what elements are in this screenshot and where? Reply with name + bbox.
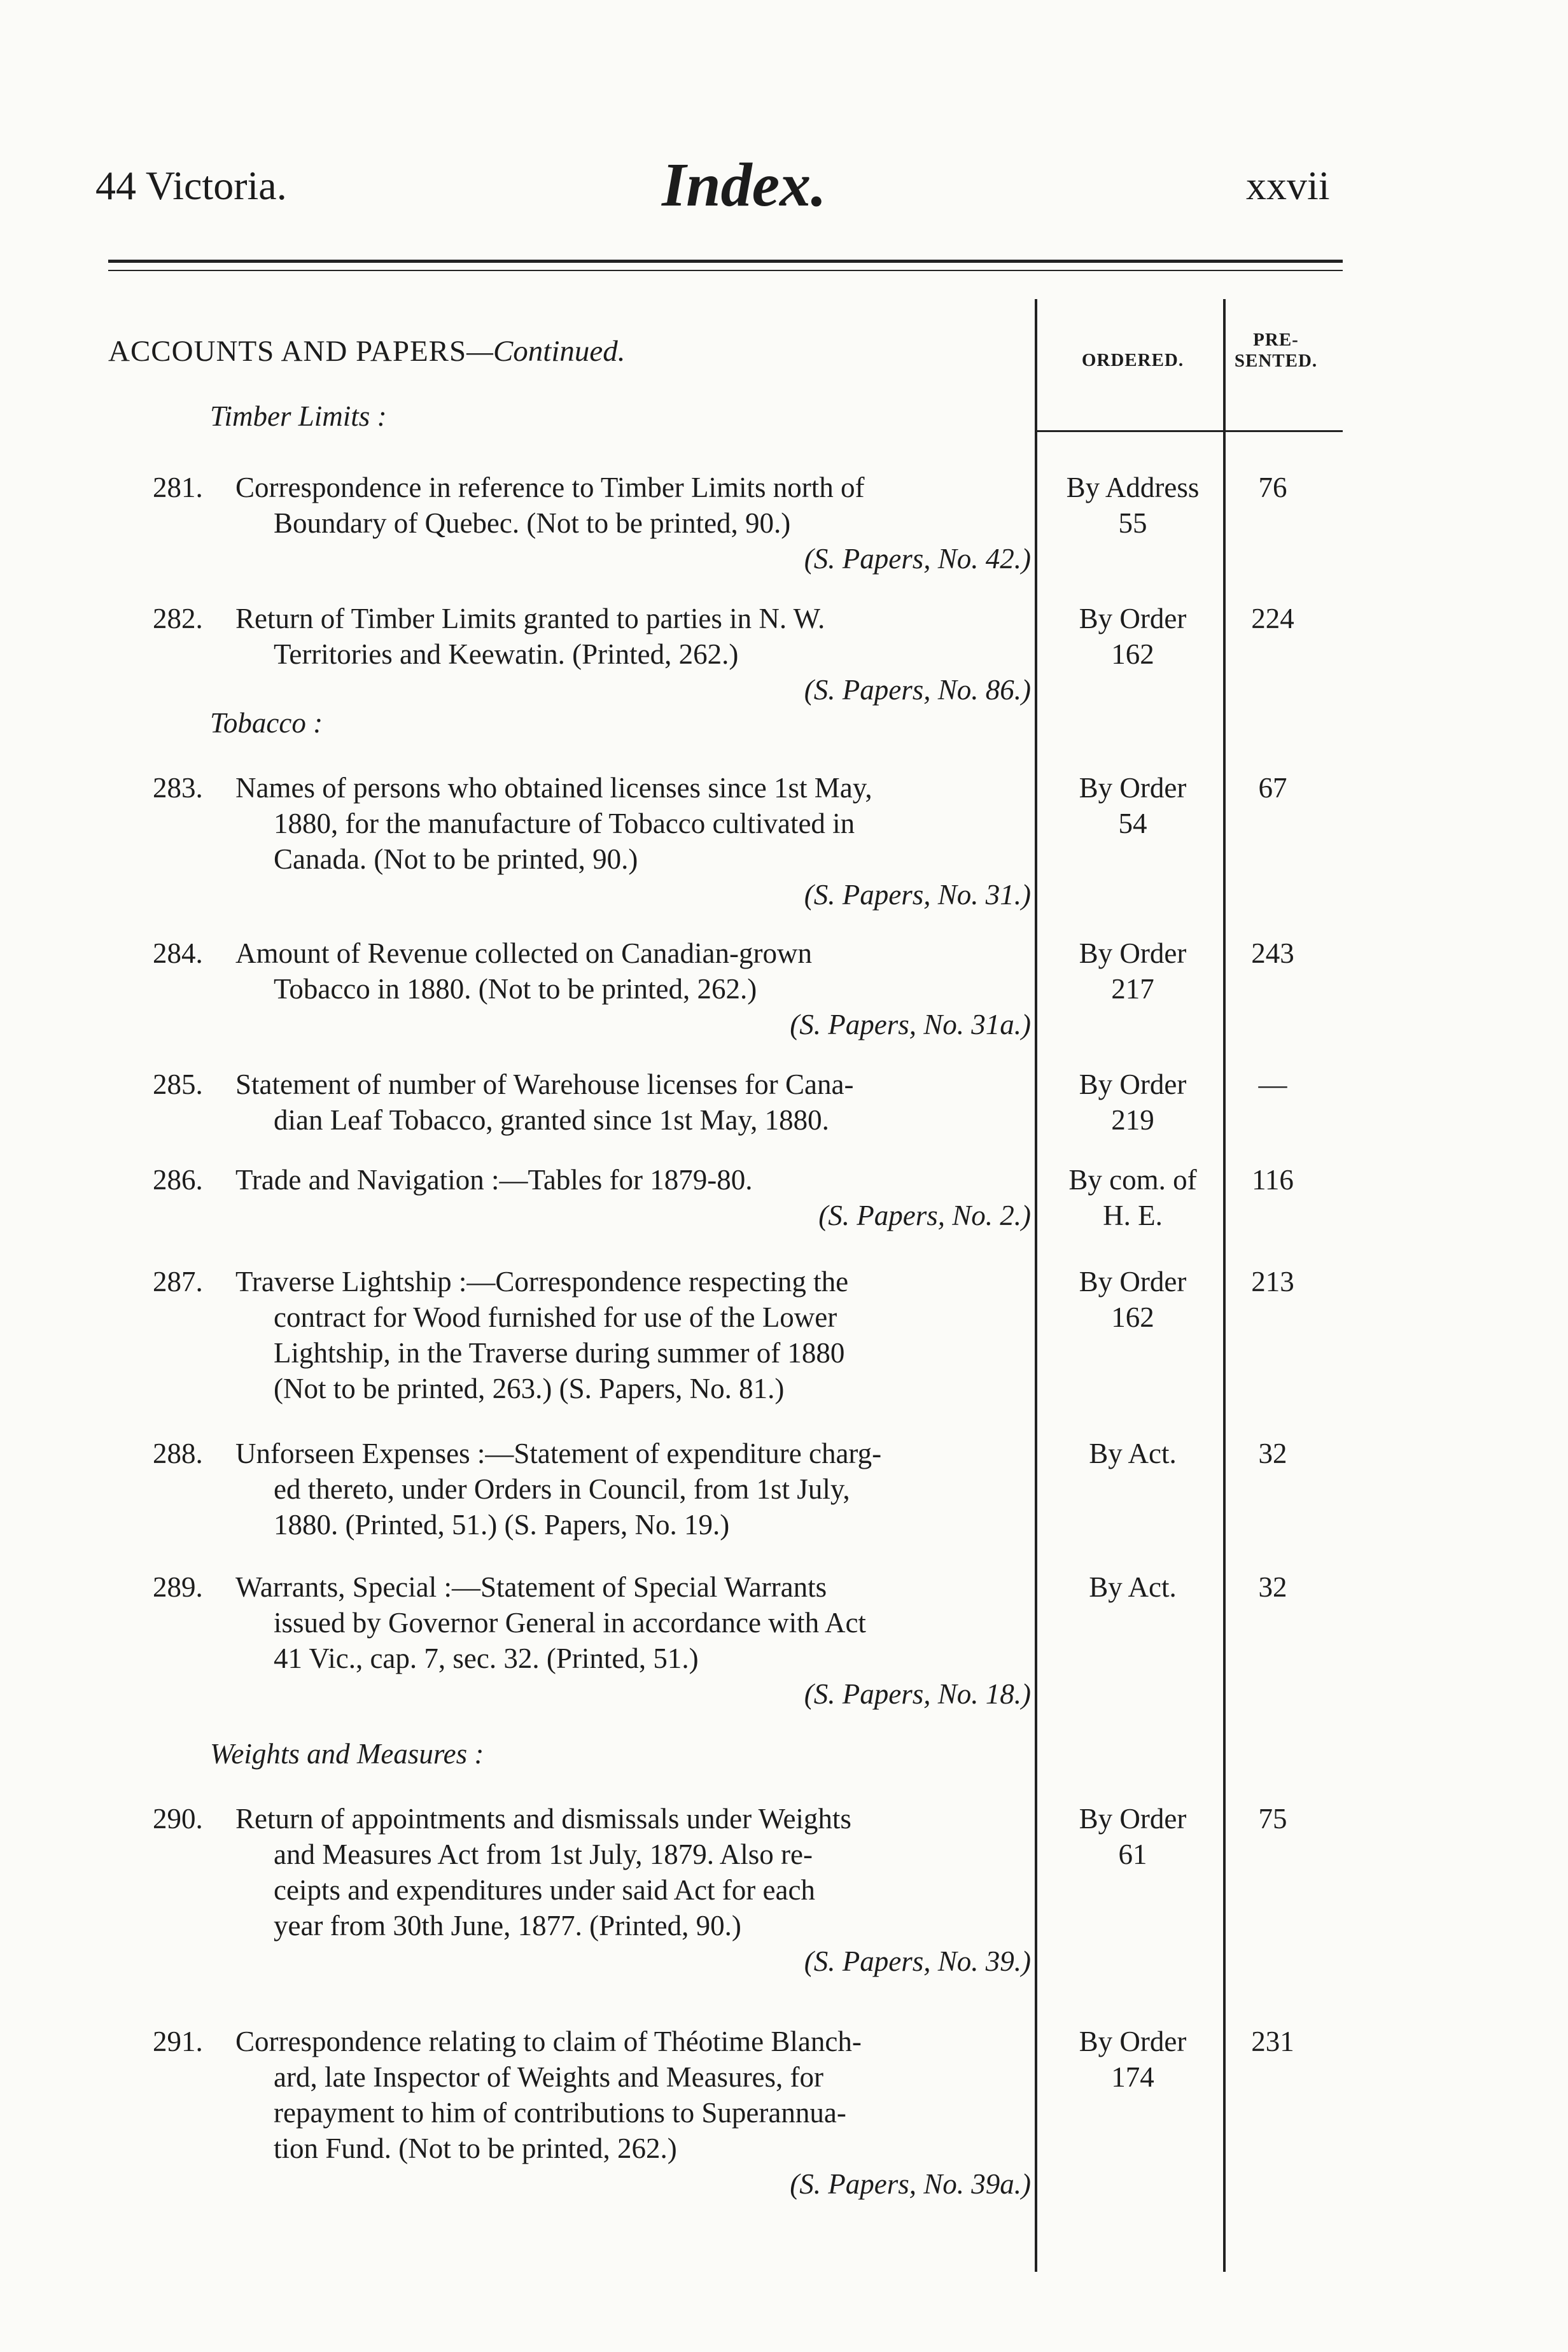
entry-290	[153, 1801, 1031, 1979]
ordered-289: By Act.	[1089, 1571, 1177, 1603]
entry-line: Correspondence relating to claim of Théotime Blanch-	[235, 2026, 862, 2057]
entry-line: ard, late Inspector of Weights and Measures, for	[274, 2061, 824, 2093]
page-title: Index.	[662, 151, 827, 220]
entry-number: 286.	[153, 1164, 203, 1196]
ordered-291: By Order 174	[1079, 2026, 1187, 2093]
presented-289: 32	[1258, 1571, 1287, 1603]
entry-reference: (S. Papers, No. 18.)	[804, 1678, 1031, 1710]
entry-number: 285.	[153, 1068, 203, 1100]
column-ordered-heading: ORDERED.	[1081, 350, 1184, 370]
entry-line: tion Fund. (Not to be printed, 262.)	[274, 2132, 677, 2164]
entry-number: 288.	[153, 1438, 203, 1469]
presented-283: 67	[1258, 772, 1287, 804]
entry-reference: (S. Papers, No. 31.)	[804, 879, 1031, 911]
entry-line: Statement of number of Warehouse licenses for Cana-	[235, 1068, 854, 1100]
entry-line: Correspondence in reference to Timber Limits north of	[235, 472, 865, 503]
entry-line: 1880, for the manufacture of Tobacco cultivated in	[274, 808, 855, 839]
column-divider-presented	[1223, 299, 1226, 2272]
entry-line: Amount of Revenue collected on Canadian-grown	[235, 937, 812, 969]
column-presented-heading: PRE- SENTED.	[1234, 330, 1318, 371]
entry-291	[153, 2024, 1031, 2202]
entry-line: Lightship, in the Traverse during summer of 1880	[274, 1337, 845, 1369]
subheading-tobacco: Tobacco :	[210, 707, 323, 739]
ordered-286: By com. of H. E.	[1068, 1164, 1197, 1231]
entry-line: (Not to be printed, 263.) (S. Papers, No. 81.)	[274, 1373, 785, 1404]
entry-288	[153, 1436, 1031, 1543]
entry-line: issued by Governor General in accordance with Act	[274, 1607, 866, 1639]
ordered-287: By Order 162	[1079, 1266, 1187, 1333]
entry-number: 291.	[153, 2026, 203, 2057]
entry-reference: (S. Papers, No. 2.)	[818, 1200, 1031, 1231]
entry-reference: (S. Papers, No. 39a.)	[790, 2168, 1031, 2200]
entry-number: 284.	[153, 937, 203, 969]
header-rule-bottom	[108, 270, 1343, 271]
entry-number: 282.	[153, 603, 203, 634]
presented-284: 243	[1251, 937, 1294, 969]
section-title: ACCOUNTS AND PAPERS—Continued.	[108, 335, 626, 368]
header-left: 44 Victoria.	[95, 163, 287, 208]
entry-number: 289.	[153, 1571, 203, 1603]
presented-291: 231	[1251, 2026, 1294, 2057]
entry-line: Trade and Navigation :—Tables for 1879-80.	[235, 1164, 753, 1196]
page-number: xxvii	[1246, 163, 1330, 208]
entry-line: 41 Vic., cap. 7, sec. 32. (Printed, 51.)	[274, 1642, 699, 1674]
ordered-288: By Act.	[1089, 1438, 1177, 1469]
ordered-281: By Address 55	[1066, 472, 1200, 539]
entry-line: 1880. (Printed, 51.) (S. Papers, No. 19.)	[274, 1509, 730, 1541]
presented-288: 32	[1258, 1438, 1287, 1469]
entry-number: 287.	[153, 1266, 203, 1298]
entry-number: 281.	[153, 472, 203, 503]
entry-line: Return of Timber Limits granted to parties in N. W.	[235, 603, 825, 634]
entry-line: and Measures Act from 1st July, 1879. Also re-	[274, 1838, 813, 1870]
subheading-timber-limits: Timber Limits :	[210, 400, 387, 432]
entry-284	[153, 935, 1031, 1042]
entry-number: 290.	[153, 1803, 203, 1835]
entry-number: 283.	[153, 772, 203, 804]
entry-reference: (S. Papers, No. 39.)	[804, 1945, 1031, 1977]
presented-282: 224	[1251, 603, 1294, 634]
entry-line: Warrants, Special :—Statement of Special Warrants	[235, 1571, 827, 1603]
entry-line: Tobacco in 1880. (Not to be printed, 262.)	[274, 973, 757, 1005]
entry-line: dian Leaf Tobacco, granted since 1st May, 1880.	[274, 1104, 829, 1136]
entry-289	[153, 1569, 1031, 1712]
entry-reference: (S. Papers, No. 31a.)	[790, 1009, 1031, 1040]
presented-285: —	[1258, 1068, 1287, 1100]
column-divider-ordered	[1035, 299, 1037, 2272]
entry-line: Unforseen Expenses :—Statement of expenditure charg-	[235, 1438, 882, 1469]
entry-line: repayment to him of contributions to Superannua-	[274, 2097, 846, 2129]
presented-286: 116	[1252, 1164, 1294, 1196]
presented-290: 75	[1258, 1803, 1287, 1835]
entry-line: ed thereto, under Orders in Council, from 1st July,	[274, 1473, 850, 1505]
entry-line: Names of persons who obtained licenses since 1st May,	[235, 772, 872, 804]
entry-line: ceipts and expenditures under said Act for each	[274, 1874, 815, 1906]
ordered-282: By Order 162	[1079, 603, 1187, 670]
entry-281	[153, 470, 1031, 577]
header-rule-top	[108, 260, 1343, 263]
entry-line: year from 30th June, 1877. (Printed, 90.)	[274, 1910, 741, 1942]
presented-287: 213	[1251, 1266, 1294, 1298]
entry-line: Return of appointments and dismissals under Weights	[235, 1803, 851, 1835]
entry-287	[153, 1264, 1031, 1406]
ordered-285: By Order 219	[1079, 1068, 1187, 1136]
ordered-290: By Order 61	[1079, 1803, 1187, 1870]
entry-286	[153, 1162, 1031, 1233]
subheading-weights-measures: Weights and Measures :	[210, 1738, 484, 1770]
entry-reference: (S. Papers, No. 42.)	[804, 543, 1031, 575]
presented-281: 76	[1258, 472, 1287, 503]
column-heading-rule	[1037, 430, 1343, 432]
entry-line: contract for Wood furnished for use of the Lower	[274, 1301, 837, 1333]
ordered-283: By Order 54	[1079, 772, 1187, 839]
entry-282	[153, 601, 1031, 708]
entry-283	[153, 770, 1031, 913]
entry-reference: (S. Papers, No. 86.)	[804, 674, 1031, 706]
entry-line: Boundary of Quebec. (Not to be printed, 90.)	[274, 507, 791, 539]
entry-line: Canada. (Not to be printed, 90.)	[274, 843, 638, 875]
entry-line: Territories and Keewatin. (Printed, 262.)	[274, 638, 739, 670]
entry-line: Traverse Lightship :—Correspondence respecting the	[235, 1266, 849, 1298]
ordered-284: By Order 217	[1079, 937, 1187, 1005]
entry-285	[153, 1067, 1031, 1138]
